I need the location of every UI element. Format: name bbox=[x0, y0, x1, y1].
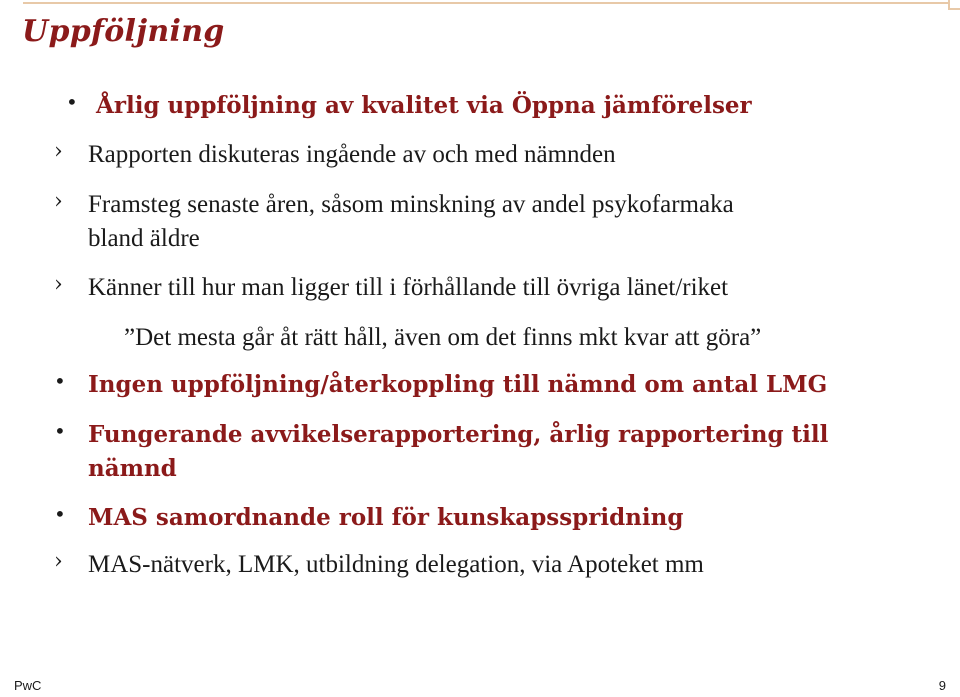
bullet-text: Årlig uppföljning av kvalitet via Öppna jämförelser bbox=[96, 92, 752, 119]
page-number: 9 bbox=[938, 678, 946, 693]
chevron-right-icon: › bbox=[54, 189, 63, 214]
chevron-right-icon: › bbox=[54, 139, 63, 164]
bullet-text: MAS-nätverk, LMK, utbildning delegation, via Apoteket mm bbox=[88, 551, 704, 578]
bullet-text: Känner till hur man ligger till i förhållande till övriga länet/riket bbox=[88, 274, 729, 301]
bullet-text: Framsteg senaste åren, såsom minskning av andel psykofarmaka bbox=[88, 191, 734, 218]
footer-brand: PwC bbox=[14, 678, 42, 693]
bullet-dot-icon: • bbox=[66, 90, 78, 114]
bullet-text: Fungerande avvikelserapportering, årlig rapportering till bbox=[88, 421, 829, 448]
bullet-text: MAS samordnande roll för kunskapsspridning bbox=[88, 504, 684, 531]
quote-text: ”Det mesta går åt rätt håll, även om det finns mkt kvar att göra” bbox=[124, 324, 762, 351]
bullet-dot-icon: • bbox=[54, 369, 66, 393]
header-rule bbox=[23, 2, 948, 4]
bullet-dot-icon: • bbox=[54, 419, 66, 443]
bullet-text: nämnd bbox=[88, 455, 177, 482]
bullet-text: Rapporten diskuteras ingående av och med nämnden bbox=[88, 141, 616, 168]
chevron-right-icon: › bbox=[54, 549, 63, 574]
chevron-right-icon: › bbox=[54, 272, 63, 297]
bullet-dot-icon: • bbox=[54, 502, 66, 526]
corner-decoration bbox=[948, 0, 960, 10]
slide-title: Uppföljning bbox=[22, 14, 225, 49]
bullet-text: bland äldre bbox=[88, 225, 200, 252]
bullet-text: Ingen uppföljning/återkoppling till nämnd om antal LMG bbox=[88, 371, 828, 398]
